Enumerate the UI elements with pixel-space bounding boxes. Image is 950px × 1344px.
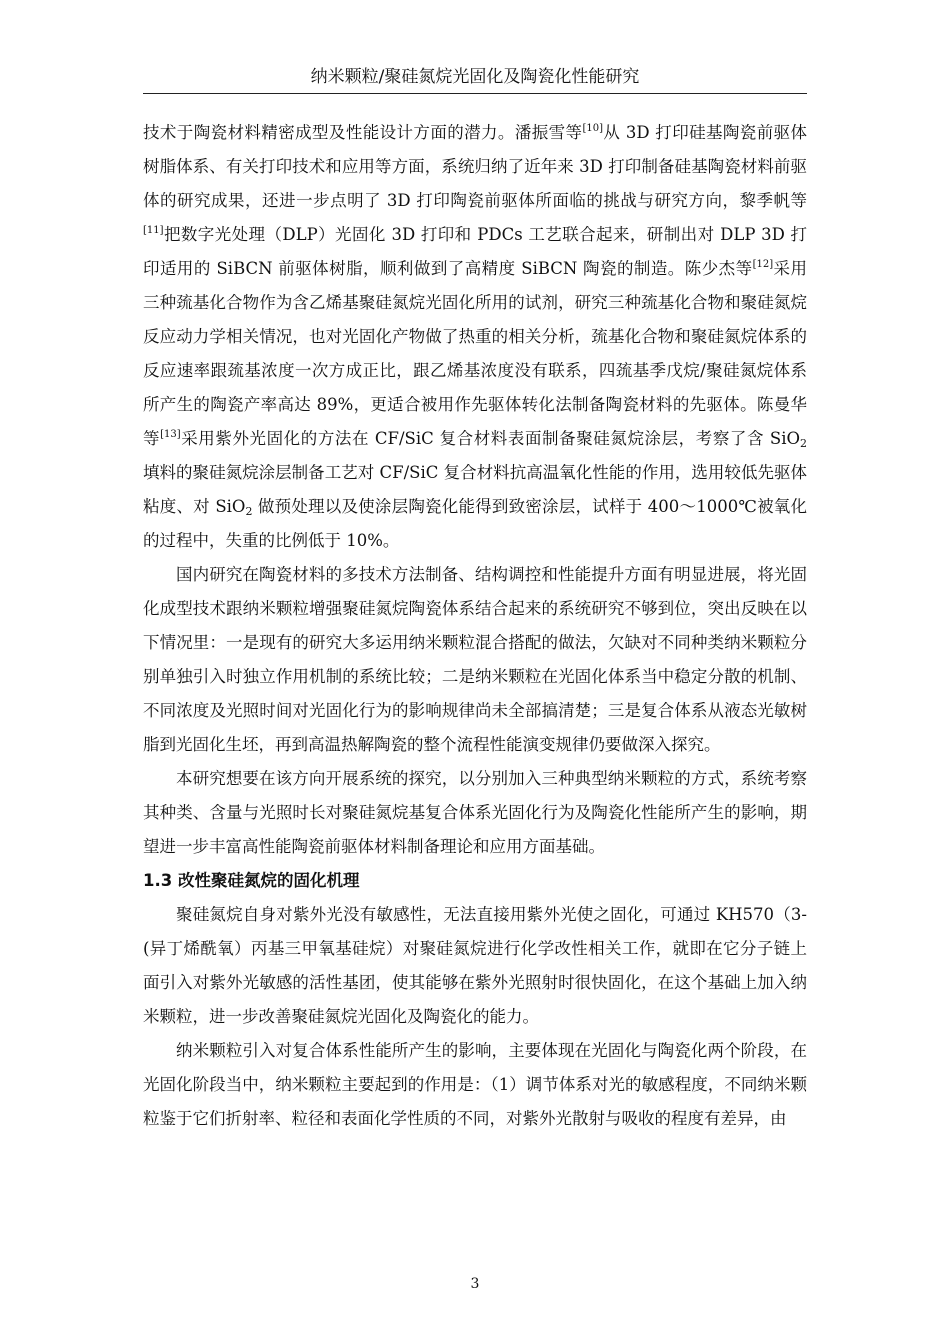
text-run: 做预处理以及使涂层陶瓷化能得到致密涂层，试样于 400～1000℃被氧化的过程中，失重的比例低于 10%。 <box>143 497 808 550</box>
citation-ref[interactable]: [12] <box>752 259 774 270</box>
text-run: 从 3D 打印硅基陶瓷前驱体树脂体系、有关打印技术和应用等方面，系统归纳了近年来 3D 打印制备硅基陶瓷材料前驱体的研究成果，还进一步点明了 3D 打印陶瓷前驱体所面临的挑战与研究方向，黎季帆等 <box>143 123 808 210</box>
text-run: 采用紫外光固化的方法在 CF/SiC 复合材料表面制备聚硅氮烷涂层，考察了含 SiO <box>180 429 801 448</box>
page-number: 3 <box>470 1276 480 1292</box>
paragraph-literature-review <box>143 116 807 558</box>
running-header: 纳米颗粒/聚硅氮烷光固化及陶瓷化性能研究 <box>310 67 640 87</box>
page-body <box>143 116 807 1136</box>
text-run: 采用三种巯基化合物作为含乙烯基聚硅氮烷光固化所用的试剂，研究三种巯基化合物和聚硅氮烷反应动力学相关情况，也对光固化产物做了热重的相关分析，巯基化合物和聚硅氮烷体系的反应速率跟巯基浓度一次方成正比，跟乙烯基浓度没有联系，四巯基季戊烷/聚硅氮烷体系所产生的陶瓷产率高达 89%，更适合被用作先驱体转化法制备陶瓷材料的先驱体。陈曼华等 <box>143 259 807 448</box>
subscript: 2 <box>245 505 253 518</box>
citation-ref[interactable]: [10] <box>582 123 603 134</box>
citation-ref[interactable]: [13] <box>160 429 181 440</box>
paragraph-modification: 聚硅氮烷自身对紫外光没有敏感性，无法直接用紫外光使之固化，可通过 KH570（3-(异丁烯酰氧）丙基三甲氧基硅烷）对聚硅氮烷进行化学改性相关工作，就即在它分子链上面引入对紫外光敏感的活性基团，使其能够在紫外光照射时很快固化，在这个基础上加入纳米颗粒，进一步改善聚硅氮烷光固化及陶瓷化的能力。 <box>143 905 807 1026</box>
section-heading: 1.3 改性聚硅氮烷的固化机理 <box>143 871 360 890</box>
text-run: 填料的聚硅氮烷涂层制备工艺对 CF/SiC 复合材料抗高温氧化性能的作用，选用较低先驱体粘度、对 SiO <box>143 463 807 516</box>
paragraph-research-aim: 本研究想要在该方向开展系统的探究，以分别加入三种典型纳米颗粒的方式，系统考察其种类、含量与光照时长对聚硅氮烷基复合体系光固化行为及陶瓷化性能所产生的影响，期望进一步丰富高性能陶瓷前驱体材料制备理论和应用方面基础。 <box>143 769 807 856</box>
paragraph-research-gap: 国内研究在陶瓷材料的多技术方法制备、结构调控和性能提升方面有明显进展，将光固化成型技术跟纳米颗粒增强聚硅氮烷陶瓷体系结合起来的系统研究不够到位，突出反映在以下情况里：一是现有的研究大多运用纳米颗粒混合搭配的做法，欠缺对不同种类纳米颗粒分别单独引入时独立作用机制的系统比较；二是纳米颗粒在光固化体系当中稳定分散的机制、不同浓度及光照时间对光固化行为的影响规律尚未全部搞清楚；三是复合体系从液态光敏树脂到光固化生坯，再到高温热解陶瓷的整个流程性能演变规律仍要做深入探究。 <box>143 565 807 754</box>
header-divider <box>143 93 807 94</box>
paragraph-nanoparticle-effect: 纳米颗粒引入对复合体系性能所产生的影响，主要体现在光固化与陶瓷化两个阶段，在光固化阶段当中，纳米颗粒主要起到的作用是：（1）调节体系对光的敏感程度，不同纳米颗粒鉴于它们折射率、粒径和表面化学性质的不同，对紫外光散射与吸收的程度有差异，由 <box>143 1041 807 1128</box>
subscript: 2 <box>800 437 808 450</box>
citation-ref[interactable]: [11] <box>143 225 164 236</box>
text-run: 把数字光处理（DLP）光固化 3D 打印和 PDCs 工艺联合起来，研制出对 DLP 3D 打印适用的 SiBCN 前驱体树脂，顺利做到了高精度 SiBCN 陶瓷的制造。陈少杰等 <box>143 225 807 278</box>
text-run: 技术于陶瓷材料精密成型及性能设计方面的潜力。潘振雪等 <box>143 123 583 142</box>
